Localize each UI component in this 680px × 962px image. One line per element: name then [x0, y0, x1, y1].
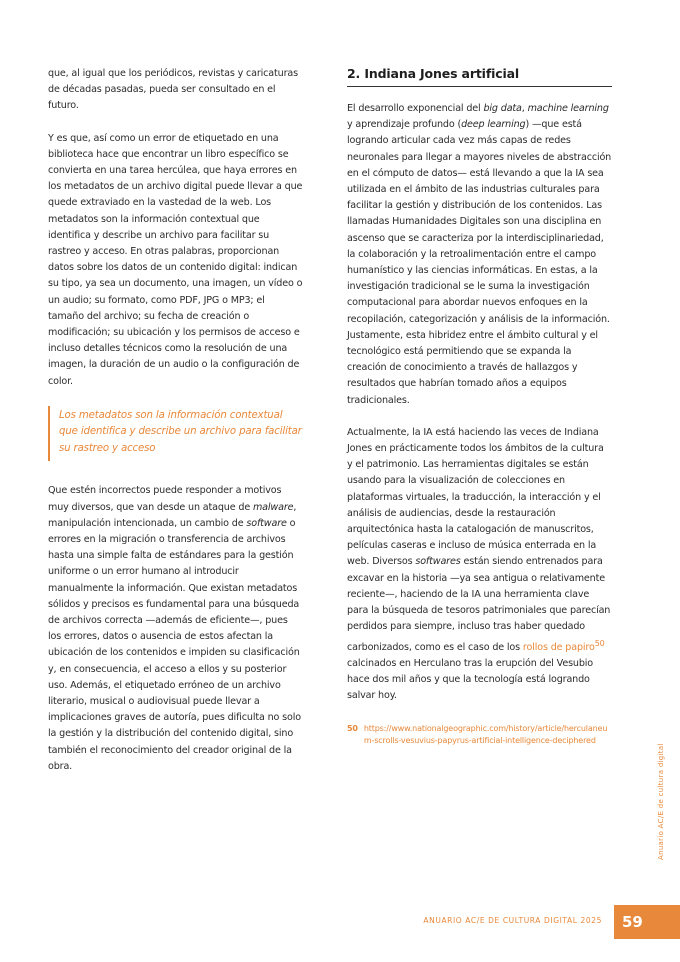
- term-malware: malware: [252, 501, 294, 513]
- side-label: Anuario AC/E de cultura digital: [657, 743, 665, 860]
- footnote: [347, 723, 612, 747]
- left-column: [48, 66, 303, 791]
- footnote-ref[interactable]: 50: [594, 638, 605, 648]
- footnote-link[interactable]: https://www.nationalgeographic.com/history/article/herculaneum-scrolls-vesuvius-papyrus-artificial-intelligence-deciphered: [363, 723, 608, 745]
- pull-quote: Los metadatos son la información contextual que identifica y describe un archivo para facilitar su rastreo y acceso: [48, 406, 303, 462]
- page-number: 59: [614, 905, 680, 939]
- paragraph: que, al igual que los periódicos, revistas y caricaturas de décadas pasadas, pueda ser consultado en el futuro.: [48, 68, 298, 112]
- paragraph: El desarrollo exponencial del big data, machine learning y aprendizaje profundo (deep learning) —que está logrando articular cada vez más capas de redes neuronales para llegar a mayores niveles de abstracción en el cómputo de datos— está llevando a que la IA sea utilizada en el ámbito de las industrias culturales para facilitar la gestión y distribución de los contenidos. Las llamadas Humanidades Digitales son una disciplina en ascenso que se caracteriza por la interdisciplinariedad, la colaboración y la retroalimentación entre el campo humanístico y las ciencias informáticas. En estas, a la investigación tradicional se le suma la investigación computacional para abordar nuevos enfoques en la recopilación, categorización y análisis de la información. Justamente, esta hibridez entre el ámbito cultural y el tecnológico está permitiendo que se expanda la creación de conocimiento a través de hallazgos y resultados que habrían tomado años a equipos tradicionales.: [347, 103, 612, 406]
- footer-label: ANUARIO AC/E DE CULTURA DIGITAL 2025: [423, 916, 602, 925]
- term-software: software: [246, 517, 287, 529]
- section-title: 2. Indiana Jones artificial: [347, 66, 612, 87]
- papyrus-link[interactable]: rollos de papiro: [522, 641, 595, 653]
- footnote-number: 50: [347, 723, 358, 733]
- paragraph: Y es que, así como un error de etiquetado en una biblioteca hace que encontrar un libro específico se convierta en una tarea hercúlea, que haya errores en los metadatos de un archivo digital puede llevar a que quede extraviado en la vastedad de la web. Los metadatos son la información contextual que identifica y describe un archivo para facilitar su rastreo y acceso. En otras palabras, proporcionan datos sobre los datos de un contenido digital: indican su tipo, ya sea un documento, una imagen, un vídeo o un audio; su formato, como PDF, JPG o MP3; el tamaño del archivo; su fecha de creación o modificación; su ubicación y los permisos de acceso e incluso detalles técnicos como la resolución de una imagen, la duración de un audio o la configuración de color.: [48, 132, 303, 387]
- paragraph: Actualmente, la IA está haciendo las veces de Indiana Jones en prácticamente todos los ámbitos de la cultura y el patrimonio. Las herramientas digitales se están usando para la visualización de colecciones en plataformas virtuales, la traducción, la interacción y el análisis de audiencias, desde la restauración arquitectónica hasta la catalogación de manuscritos, películas caseras e incluso de música enterrada en la web. Diversos softwares están siendo entrenados para excavar en la historia —ya sea antigua o relativamente reciente—, haciendo de la IA una herramienta clave para la búsqueda de tesoros patrimoniales que parecían perdidos para siempre, incluso tras haber quedado carbonizados, como es el caso de los rollos de papiro$^{50}$ calcinados en Herculano tras la erupción del Vesubio hace dos mil años y que la tecnología está logrando salvar hoy.: [347, 426, 611, 702]
- paragraph: Que estén incorrectos puede responder a motivos muy diversos, que van desde un ataque de malware, manipulación intencionada, un cambio de software o errores en la migración o transferencia de archivos hasta una simple falta de estándares para la gestión uniforme o un error humano al introducir manualmente la información. Que existan metadatos sólidos y precisos es fundamental para una búsqueda de archivos correcta —además de eficiente—, pues los errores, datos o ausencia de estos afectan la ubicación de los contenidos e impiden su clasificación y, en consecuencia, el acceso a ellos y su posterior uso. Además, el etiquetado erróneo de un archivo literario, musical o audiovisual puede llevar a implicaciones graves de autoría, pues dificulta no solo la gestión y la distribución del contenido digital, sino también el reconocimiento del creador original de la obra.: [48, 485, 301, 772]
- right-column: [347, 66, 612, 747]
